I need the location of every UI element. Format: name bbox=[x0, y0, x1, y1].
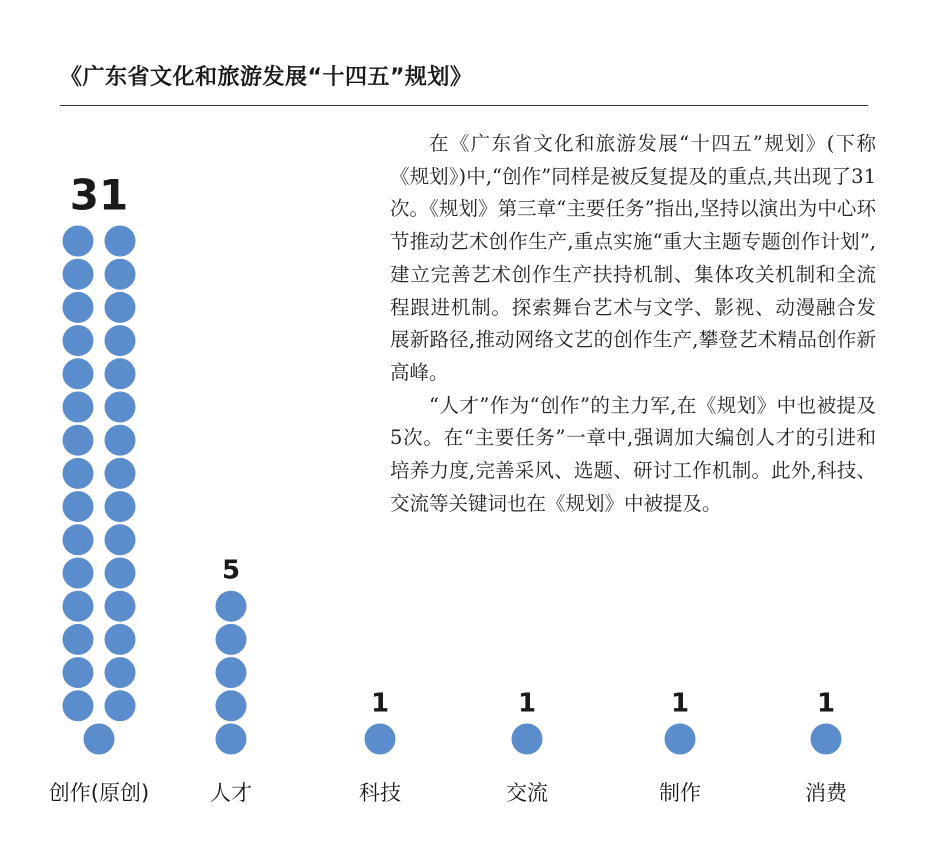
value-label-5: 1 bbox=[816, 688, 836, 719]
dot-0-13 bbox=[63, 491, 94, 522]
category-label-5: 消费 bbox=[805, 781, 847, 805]
value-label-4: 1 bbox=[670, 688, 690, 719]
dot-1-1 bbox=[216, 690, 247, 721]
value-label-3: 1 bbox=[517, 688, 537, 719]
dot-0-21 bbox=[63, 358, 94, 389]
dot-0-10 bbox=[105, 558, 136, 589]
category-label-4: 制作 bbox=[659, 781, 701, 805]
dot-0-20 bbox=[105, 392, 136, 423]
dot-0-15 bbox=[63, 458, 94, 489]
dot-0-25 bbox=[63, 292, 94, 323]
dot-4-0 bbox=[665, 724, 696, 755]
category-label-3: 交流 bbox=[506, 781, 548, 805]
dot-0-11 bbox=[63, 524, 94, 555]
dot-0-3 bbox=[63, 657, 94, 688]
dot-0-17 bbox=[63, 425, 94, 456]
dot-0-4 bbox=[105, 657, 136, 688]
dot-0-1 bbox=[63, 690, 94, 721]
dot-0-9 bbox=[63, 558, 94, 589]
dot-0-0 bbox=[84, 724, 115, 755]
value-label-1: 5 bbox=[221, 555, 241, 586]
dot-0-26 bbox=[105, 292, 136, 323]
category-label-1: 人才 bbox=[210, 781, 252, 805]
dot-0-23 bbox=[63, 325, 94, 356]
dot-0-29 bbox=[63, 226, 94, 257]
category-label-2: 科技 bbox=[359, 781, 401, 805]
dot-0-30 bbox=[105, 226, 136, 257]
dot-2-0 bbox=[365, 724, 396, 755]
dot-0-24 bbox=[105, 325, 136, 356]
dot-1-2 bbox=[216, 657, 247, 688]
dot-0-12 bbox=[105, 524, 136, 555]
dot-0-2 bbox=[105, 690, 136, 721]
dot-0-14 bbox=[105, 491, 136, 522]
dot-0-8 bbox=[105, 591, 136, 622]
page-title: 《广东省文化和旅游发展“十四五”规划》 bbox=[60, 65, 473, 90]
dot-0-27 bbox=[63, 259, 94, 290]
dot-0-22 bbox=[105, 358, 136, 389]
dot-5-0 bbox=[811, 724, 842, 755]
dot-0-18 bbox=[105, 425, 136, 456]
dot-1-3 bbox=[216, 624, 247, 655]
paragraph-2: “人才”作为“创作”的主力军,在《规划》中也被提及5次。在“主要任务”一章中,强调加大编创人才的引进和培养力度,完善采风、选题、研讨工作机制。此外,科技、交流等关键词也在《规划》中被提及。 bbox=[390, 393, 876, 515]
paragraph-1: 在《广东省文化和旅游发展“十四五”规划》(下称《规划》)中,“创作”同样是被反复提及的重点,共出现了31次。《规划》第三章“主要任务”指出,坚持以演出为中心环节推动艺术创作生产,重点实施“重大主题专题创作计划”,建立完善艺术创作生产扶持机制、集体攻关机制和全流程跟进机制。探索舞台艺术与文学、影视、动漫融合发展新路径,推动网络文艺的创作生产,攀登艺术精品创作新高峰。 bbox=[390, 132, 876, 384]
dot-3-0 bbox=[512, 724, 543, 755]
category-label-0: 创作(原创) bbox=[48, 781, 150, 805]
value-label-2: 1 bbox=[370, 688, 390, 719]
dot-1-4 bbox=[216, 591, 247, 622]
dot-0-7 bbox=[63, 591, 94, 622]
dot-0-5 bbox=[63, 624, 94, 655]
value-label-0: 31 bbox=[69, 170, 129, 220]
dot-0-16 bbox=[105, 458, 136, 489]
dot-0-6 bbox=[105, 624, 136, 655]
dot-1-0 bbox=[216, 724, 247, 755]
dot-0-28 bbox=[105, 259, 136, 290]
dot-0-19 bbox=[63, 392, 94, 423]
